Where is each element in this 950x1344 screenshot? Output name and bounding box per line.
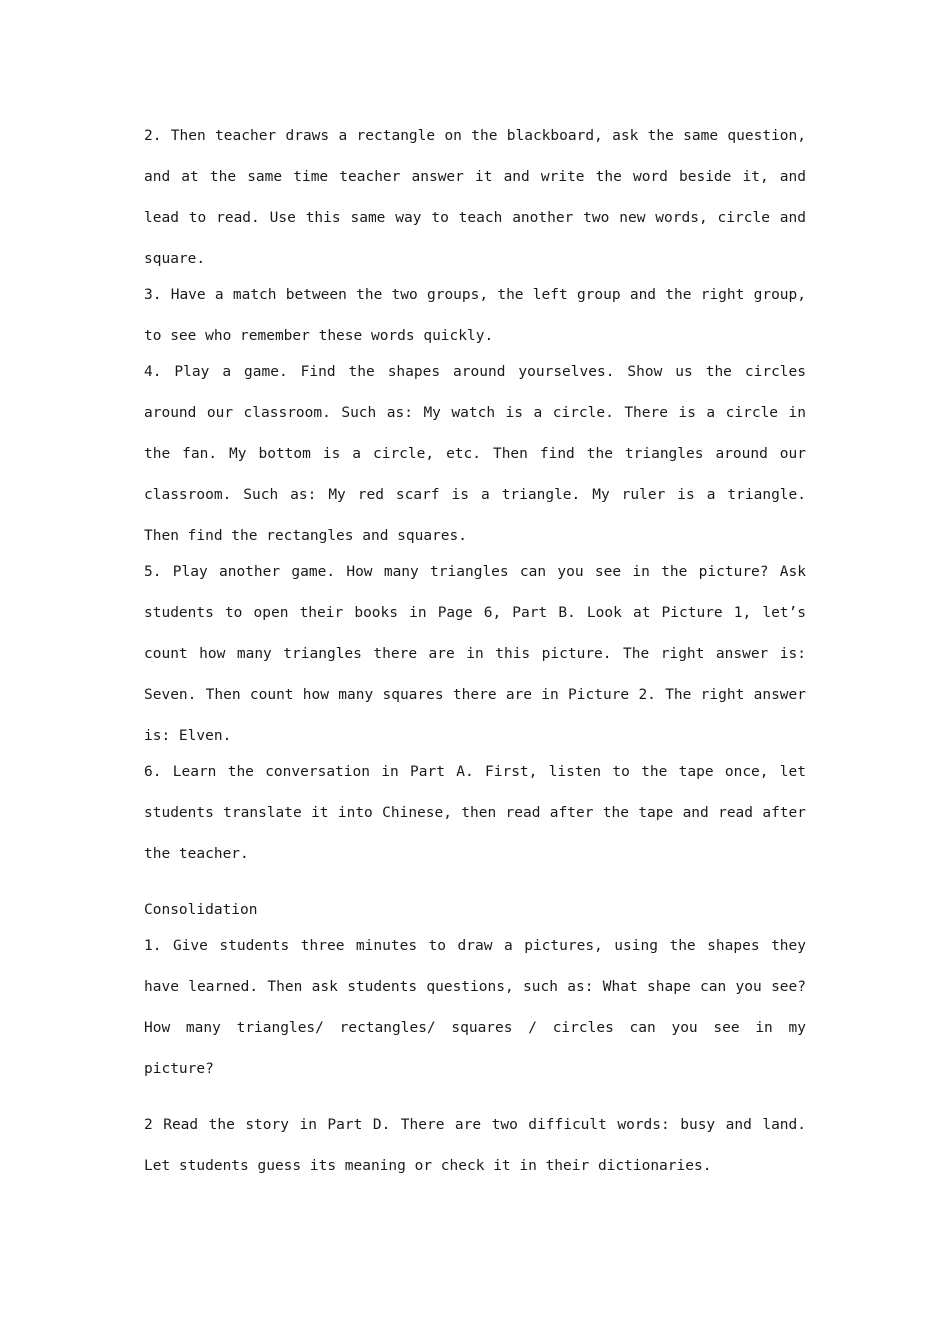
paragraph-step-2: 2. Then teacher draws a rectangle on the blackboard, ask the same question, and at the same time teacher answer it and write the word beside it, and lead to read. Use this same way to teach another two new words, circle and square. [144, 128, 806, 267]
paragraph-step-6: 6. Learn the conversation in Part A. First, listen to the tape once, let students translate it into Chinese, then read after the tape and read after the teacher. [144, 764, 806, 862]
document-page [144, 116, 806, 1187]
paragraph-step-3: 3. Have a match between the two groups, the left group and the right group, to see who remember these words quickly. [144, 287, 806, 344]
paragraph-step-4: 4. Play a game. Find the shapes around yourselves. Show us the circles around our classroom. Such as: My watch is a circle. There is a circle in the fan. My bottom is a circle, etc. Then find the triangles around our classroom. Such as: My red scarf is a triangle. My ruler is a triangle. Then find the rectangles and squares. [144, 364, 806, 544]
consolidation-item-2: 2 Read the story in Part D. There are two difficult words: busy and land. Let students guess its meaning or check it in their dictionaries. [144, 1117, 806, 1174]
section-heading-consolidation: Consolidation [144, 902, 258, 918]
paragraph-step-5: 5. Play another game. How many triangles can you see in the picture? Ask students to open their books in Page 6, Part B. Look at Picture 1, let’s count how many triangles there are in this picture. The right answer is: Seven. Then count how many squares there are in Picture 2. The right answer is: Elven. [144, 564, 806, 744]
consolidation-item-1: 1. Give students three minutes to draw a pictures, using the shapes they have learned. Then ask students questions, such as: What shape can you see? How many triangles/ rectangles/ squares / circles can you see in my picture? [144, 938, 806, 1077]
